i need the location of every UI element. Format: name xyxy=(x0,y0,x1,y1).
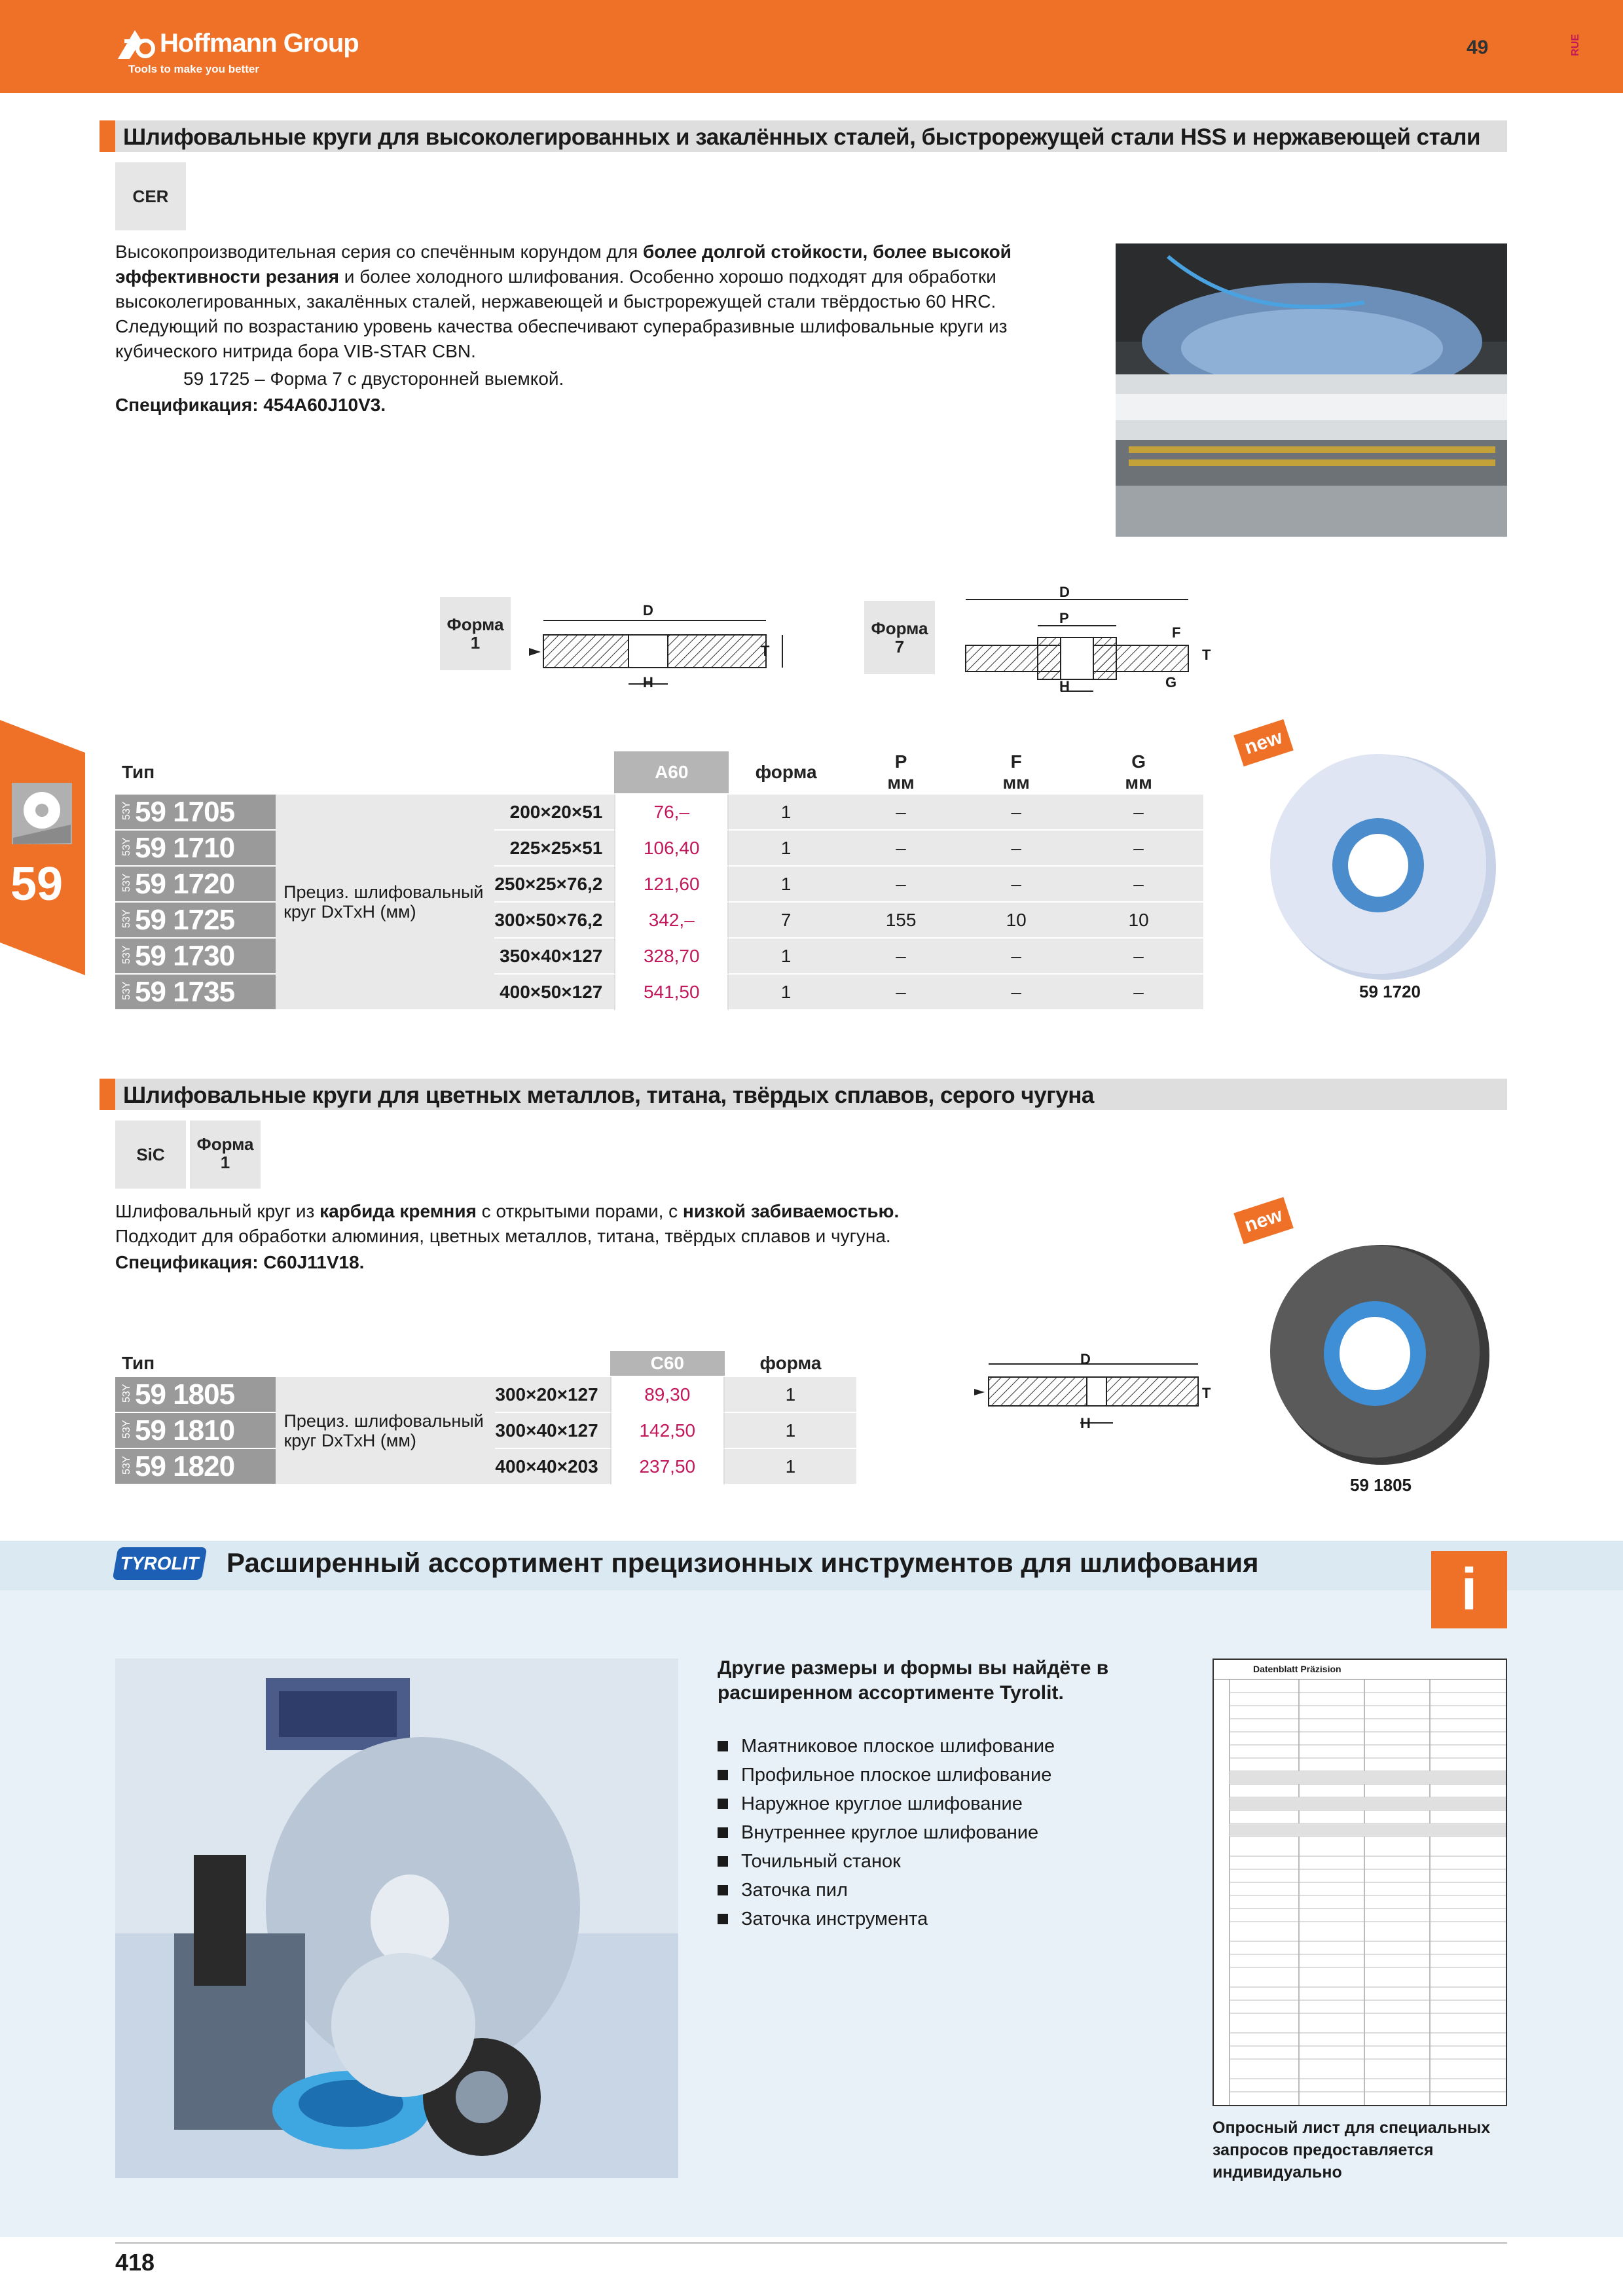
col-type: Тип xyxy=(115,1351,276,1377)
tyrolit-title: Расширенный ассортимент прецизионных инструментов для шлифования xyxy=(227,1547,1259,1578)
code-number: 59 1805 xyxy=(135,1378,235,1410)
new-badge: new xyxy=(1233,1197,1294,1244)
product-table-cer xyxy=(115,751,1203,1011)
table-header xyxy=(115,751,1203,795)
code-number: 59 1730 xyxy=(135,939,235,972)
col-f-unit: мм xyxy=(1002,772,1030,793)
code-prefix: 53Y xyxy=(121,873,132,892)
dimension: 350×40×127 xyxy=(494,939,614,975)
dim-g-label-7: G xyxy=(1165,674,1177,691)
product-table-sic xyxy=(115,1351,856,1485)
desc-bold: карбида кремния xyxy=(319,1201,477,1221)
dim-t-label: T xyxy=(761,643,770,659)
desc-text: с открытыми порами, с xyxy=(476,1201,683,1221)
form7-label xyxy=(864,601,935,674)
f-value: 10 xyxy=(958,903,1074,939)
article-code[interactable] xyxy=(115,795,276,831)
product-description: Прециз. шлифовальный круг DxTxH (мм) xyxy=(276,795,494,1011)
price: 76,– xyxy=(614,795,729,831)
dim-d-label-7: D xyxy=(1059,584,1070,600)
product-caption: 59 1720 xyxy=(1359,982,1421,1001)
code-number: 59 1820 xyxy=(135,1450,235,1482)
machine-photo-illustration xyxy=(1116,243,1507,537)
col-price: A60 xyxy=(614,751,729,795)
chapter-tab-number: 59 xyxy=(10,858,64,910)
article-code[interactable] xyxy=(115,1449,276,1485)
code-prefix: 53Y xyxy=(121,1420,132,1439)
dimension: 400×40×203 xyxy=(495,1449,610,1485)
section-title: Шлифовальные круги для цветных металлов, титана, твёрдых сплавов, серого чугуна xyxy=(123,1083,1094,1108)
code-number: 59 1725 xyxy=(135,903,235,936)
article-code[interactable] xyxy=(115,1377,276,1413)
price: 237,50 xyxy=(610,1449,725,1485)
form: 1 xyxy=(725,1377,856,1413)
material-tag-sic: SiC xyxy=(115,1121,186,1189)
g-value: – xyxy=(1074,939,1203,975)
f-value: – xyxy=(958,939,1074,975)
p-value: – xyxy=(843,975,958,1011)
section2-spec: Спецификация: C60J11V18. xyxy=(115,1252,365,1272)
page-number: 418 xyxy=(115,2249,155,2276)
list-item: Профильное плоское шлифование xyxy=(718,1761,1163,1789)
section1-description xyxy=(115,240,1012,364)
price: 541,50 xyxy=(614,975,729,1011)
article-code[interactable] xyxy=(115,903,276,939)
g-value: – xyxy=(1074,975,1203,1011)
col-form: форма xyxy=(725,1351,856,1377)
section-heading-2 xyxy=(100,1079,1507,1110)
form7-label-text: Форма 7 xyxy=(871,619,928,656)
col-g xyxy=(1074,751,1203,795)
price: 328,70 xyxy=(614,939,729,975)
col-dim xyxy=(494,751,614,795)
price: 142,50 xyxy=(610,1413,725,1449)
form1-label xyxy=(440,597,511,670)
datasheet-thumbnail[interactable] xyxy=(1213,1659,1507,2106)
form1-label-text: Форма 1 xyxy=(447,615,504,653)
table-row xyxy=(115,795,1203,831)
form: 1 xyxy=(729,795,843,831)
product-description: Прециз. шлифовальный круг DxTxH (мм) xyxy=(276,1377,495,1485)
dimension: 300×40×127 xyxy=(495,1413,610,1449)
new-badge: new xyxy=(1233,719,1294,766)
desc-text: Подходит для обработки алюминия, цветных металлов, титана, твёрдых сплавов и чугуна. xyxy=(115,1226,891,1246)
dim-t-label-7: T xyxy=(1202,647,1211,663)
g-value: – xyxy=(1074,867,1203,903)
product-caption: 59 1805 xyxy=(1350,1475,1412,1495)
f-value: – xyxy=(958,975,1074,1011)
code-number: 59 1705 xyxy=(135,795,235,828)
section1-note: 59 1725 – Форма 7 с двусторонней выемкой. xyxy=(183,368,564,389)
p-value: – xyxy=(843,831,958,867)
tyrolit-products-photo xyxy=(115,1659,678,2178)
section2-description xyxy=(115,1199,1097,1249)
p-value: – xyxy=(843,795,958,831)
code-number: 59 1710 xyxy=(135,831,235,864)
heading-marker xyxy=(100,1079,115,1110)
dimension: 250×25×76,2 xyxy=(494,867,614,903)
form: 1 xyxy=(729,867,843,903)
code-number: 59 1720 xyxy=(135,867,235,900)
form: 1 xyxy=(729,939,843,975)
dim-h-label-s2: H xyxy=(1080,1415,1091,1431)
col-price: C60 xyxy=(610,1351,725,1377)
col-type: Тип xyxy=(115,751,276,795)
price: 342,– xyxy=(614,903,729,939)
hoffmann-logo-icon xyxy=(115,26,157,60)
footer-divider xyxy=(115,2242,1507,2244)
form: 1 xyxy=(729,831,843,867)
desc-bold: более долгой стойкости, более высокой эффективности резания xyxy=(115,242,1012,287)
dim-d-label-s2: D xyxy=(1080,1351,1091,1367)
chapter-page-number: 49 xyxy=(1467,37,1489,58)
info-icon[interactable]: i xyxy=(1431,1551,1507,1628)
dimension: 400×50×127 xyxy=(494,975,614,1011)
g-value: – xyxy=(1074,831,1203,867)
g-value: 10 xyxy=(1074,903,1203,939)
list-item: Внутреннее круглое шлифование xyxy=(718,1818,1163,1847)
col-p xyxy=(843,751,958,795)
code-number: 59 1810 xyxy=(135,1414,235,1446)
dim-f-label-7: F xyxy=(1172,624,1181,641)
form-tag xyxy=(190,1121,261,1189)
code-number: 59 1735 xyxy=(135,975,235,1008)
datasheet-caption: Опросный лист для специальных запросов предоставляется индивидуально xyxy=(1213,2119,1491,2181)
form: 1 xyxy=(725,1413,856,1449)
article-code[interactable] xyxy=(115,1413,276,1449)
col-f xyxy=(958,751,1074,795)
f-value: – xyxy=(958,831,1074,867)
code-prefix: 53Y xyxy=(121,909,132,928)
p-value: 155 xyxy=(843,903,958,939)
form7-diagram xyxy=(949,586,1224,704)
desc-bold: низкой забиваемостью. xyxy=(682,1201,900,1221)
brand-name: Hoffmann Group xyxy=(160,29,359,58)
code-prefix: 53Y xyxy=(121,945,132,964)
dim-t-label-s2: T xyxy=(1202,1385,1211,1401)
heading-marker xyxy=(100,120,115,152)
desc-text: Шлифовальный круг из xyxy=(115,1201,320,1221)
desc-text: Высокопроизводительная серия со спечённым корундом для xyxy=(115,242,644,262)
code-prefix: 53Y xyxy=(121,1456,132,1475)
code-prefix: 53Y xyxy=(121,837,132,856)
chapter-tab xyxy=(0,720,85,975)
code-prefix: 53Y xyxy=(121,801,132,820)
section-heading-1 xyxy=(100,120,1507,152)
article-code[interactable] xyxy=(115,975,276,1011)
price: 121,60 xyxy=(614,867,729,903)
p-value: – xyxy=(843,939,958,975)
p-value: – xyxy=(843,867,958,903)
section1-spec: Спецификация: 454A60J10V3. xyxy=(115,395,386,415)
f-value: – xyxy=(958,795,1074,831)
material-tag-cer: CER xyxy=(115,162,186,230)
list-item: Наружное круглое шлифование xyxy=(718,1789,1163,1818)
dim-d-label: D xyxy=(643,602,653,619)
code-prefix: 53Y xyxy=(121,1384,132,1403)
grinding-machine-photo xyxy=(1116,243,1507,537)
table-header xyxy=(115,1351,856,1377)
dimension: 300×50×76,2 xyxy=(494,903,614,939)
list-item: Точильный станок xyxy=(718,1847,1163,1876)
datasheet-grid xyxy=(1214,1660,1506,2105)
form: 1 xyxy=(729,975,843,1011)
list-item: Заточка пил xyxy=(718,1876,1163,1905)
dimension: 300×20×127 xyxy=(495,1377,610,1413)
col-desc xyxy=(276,751,494,795)
form-tag-text: Форма 1 xyxy=(196,1134,254,1172)
form1-diagram-small xyxy=(962,1351,1224,1443)
language-code: RUE xyxy=(1570,34,1581,56)
section-title: Шлифовальные круги для высоколегированных и закалённых сталей, быстрорежущей стали HSS и нержавеющей стали xyxy=(123,124,1480,150)
tyrolit-feature-list xyxy=(718,1732,1163,1933)
col-form: форма xyxy=(729,751,843,795)
dim-h-label-7: H xyxy=(1059,678,1070,694)
price: 106,40 xyxy=(614,831,729,867)
col-desc xyxy=(276,1351,495,1377)
datasheet-title: Datenblatt Präzision xyxy=(1253,1664,1341,1674)
price: 89,30 xyxy=(610,1377,725,1413)
article-code[interactable] xyxy=(115,831,276,867)
article-code[interactable] xyxy=(115,867,276,903)
list-item: Заточка инструмента xyxy=(718,1905,1163,1933)
tyrolit-logo: TYROLIT xyxy=(113,1547,208,1580)
col-g-label: G xyxy=(1131,751,1146,772)
tyrolit-intro: Другие размеры и формы вы найдёте в расширенном ассортименте Tyrolit. xyxy=(718,1657,1109,1704)
form: 7 xyxy=(729,903,843,939)
code-prefix: 53Y xyxy=(121,981,132,1000)
col-dim xyxy=(495,1351,610,1377)
col-f-label: F xyxy=(1010,751,1022,772)
table-row xyxy=(115,1377,856,1413)
col-p-label: P xyxy=(894,751,907,772)
f-value: – xyxy=(958,867,1074,903)
g-value: – xyxy=(1074,795,1203,831)
col-p-unit: мм xyxy=(887,772,915,793)
grinding-wheel-dark-image xyxy=(1244,1217,1506,1479)
article-code[interactable] xyxy=(115,939,276,975)
col-g-unit: мм xyxy=(1125,772,1152,793)
list-item: Маятниковое плоское шлифование xyxy=(718,1732,1163,1761)
brand-tagline: Tools to make you better xyxy=(128,63,259,75)
dim-h-label: H xyxy=(643,674,653,691)
desc-text: и более холодного шлифования. Особенно хорошо подходят для обработки высоколегированных, закалённых сталей, нержавеющей и быстрорежущей стали твёрдостью 60 HRC. Следующий по возрастанию уровень качества обеспечивают суперабразивные шлифовальные круги из кубического нитрида бора VIB-STAR CBN. xyxy=(115,266,1008,361)
dimension: 200×20×51 xyxy=(494,795,614,831)
dim-p-label-7: P xyxy=(1059,610,1069,626)
form: 1 xyxy=(725,1449,856,1485)
form1-diagram xyxy=(524,596,799,700)
dimension: 225×25×51 xyxy=(494,831,614,867)
